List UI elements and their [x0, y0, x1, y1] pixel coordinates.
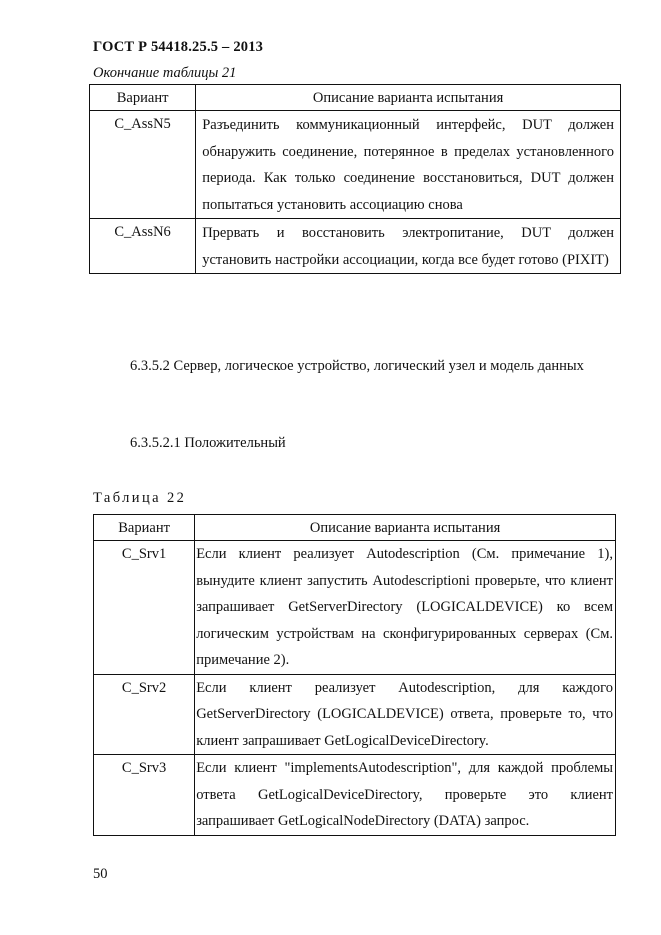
section-heading-6352: 6.3.5.2 Сервер, логическое устройство, логический узел и модель данных: [130, 358, 584, 374]
variant-cell: C_Srv1: [94, 541, 195, 675]
description-cell: Прервать и восстановить электропитание, DUT должен установить настройки ассоциации, когда все будет готово (PIXIT): [196, 219, 621, 274]
variant-cell: C_AssN5: [90, 111, 196, 219]
table-22-label: Таблица 22: [93, 490, 187, 506]
table-22: [93, 514, 616, 836]
description-cell: Разъединить коммуникационный интерфейс, DUT должен обнаружить соединение, потерянное в пределах установленного периода. Как только соединение восстановиться, DUT должен попытаться установить ассоциацию снова: [196, 111, 621, 219]
table-21: [89, 84, 621, 274]
variant-cell: C_Srv3: [94, 755, 195, 836]
table-continuation-caption: Окончание таблицы 21: [93, 65, 237, 81]
table-row: [94, 541, 616, 675]
table-row: [90, 219, 621, 274]
description-cell: Если клиент реализует Autodescription, для каждого GetServerDirectory (LOGICALDEVICE) ответа, проверьте то, что клиент запрашивает GetLogicalDeviceDirectory.: [195, 674, 616, 755]
page-number: 50: [93, 866, 108, 882]
table-header-row: [94, 515, 616, 541]
standard-code-header: ГОСТ Р 54418.25.5 – 2013: [93, 39, 264, 55]
variant-cell: C_Srv2: [94, 674, 195, 755]
table-row: [94, 755, 616, 836]
table-header-row: [90, 85, 621, 111]
description-cell: Если клиент реализует Autodescription (См. примечание 1), вынудите клиент запустить Autodescriptioni проверьте, что клиент запрашивает GetServerDirectory (LOGICALDEVICE) ко всем логическим устройствам на сконфигурированных серверах (См. примечание 2).: [195, 541, 616, 675]
table-row: [90, 111, 621, 219]
column-header-description: Описание варианта испытания: [196, 85, 621, 111]
column-header-variant: Вариант: [90, 85, 196, 111]
column-header-description: Описание варианта испытания: [195, 515, 616, 541]
section-heading-63521: 6.3.5.2.1 Положительный: [130, 435, 286, 451]
variant-cell: C_AssN6: [90, 219, 196, 274]
description-cell: Если клиент "implementsAutodescription", для каждой проблемы ответа GetLogicalDeviceDirectory, проверьте это клиент запрашивает GetLogicalNodeDirectory (DATA) запрос.: [195, 755, 616, 836]
table-row: [94, 674, 616, 755]
column-header-variant: Вариант: [94, 515, 195, 541]
